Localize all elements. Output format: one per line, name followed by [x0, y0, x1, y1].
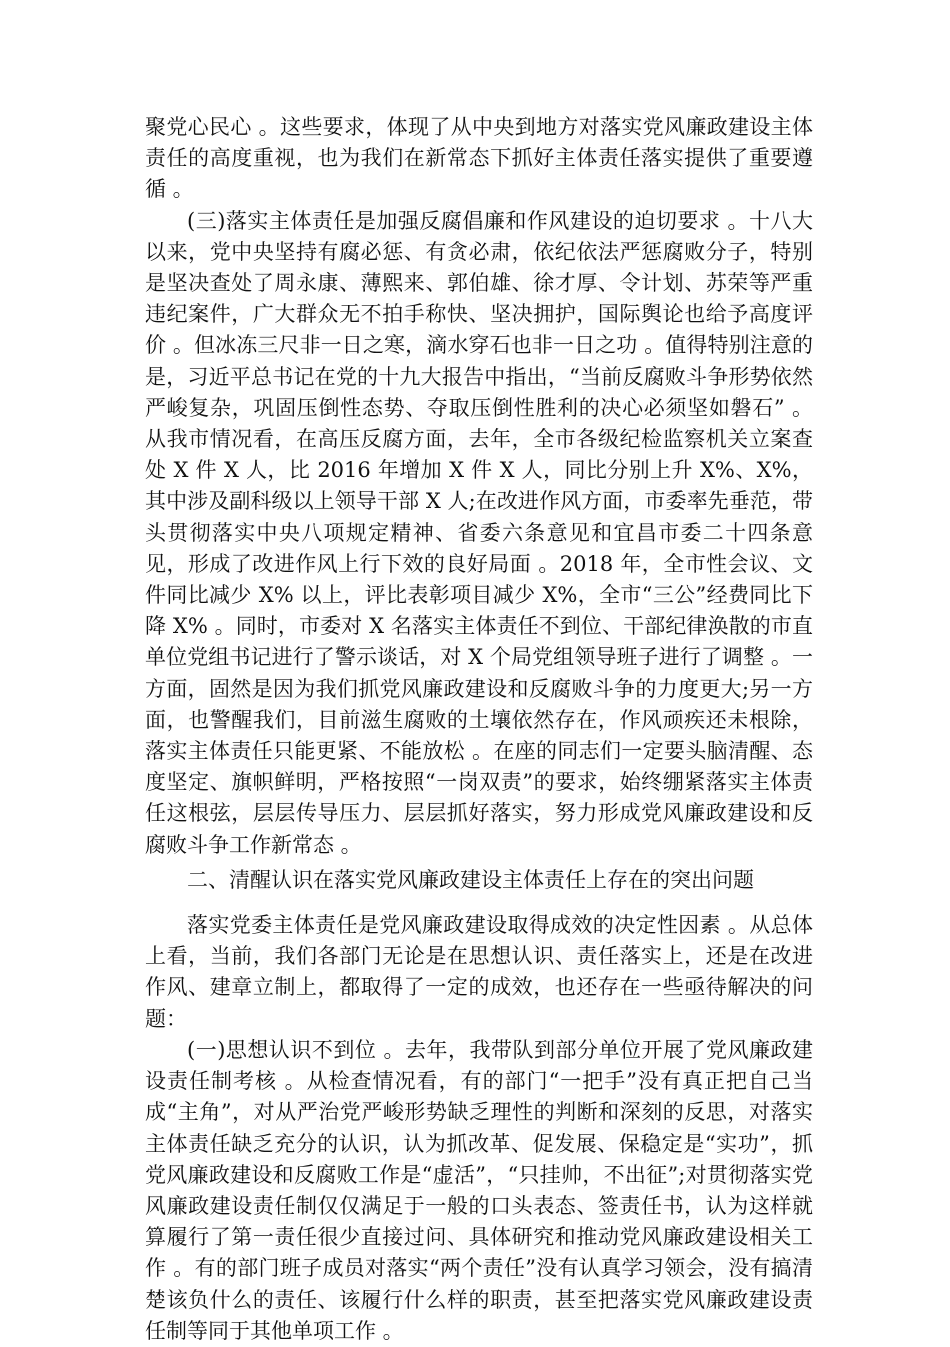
paragraph-continuation: 聚党心民心 。这些要求，体现了从中央到地方对落实党风廉政建设主体责任的高度重视，也为我们在新常态下抓好主体责任落实提供了重要遵循 。: [145, 115, 813, 202]
paragraph-overview: 落实党委主体责任是党风廉政建设取得成效的决定性因素 。从总体上看，当前，我们各部门无论是在思想认识、责任落实上，还是在改进作风、建章立制上，都取得了一定的成效，也还存在一些亟待解决的问题：: [145, 913, 813, 1031]
paragraph-subsection-one: (一)思想认识不到位 。去年，我带队到部分单位开展了党风廉政建设责任制考核 。从检查情况看，有的部门“一把手”没有真正把自己当成“主角”，对从严治党严峻形势缺乏理性的判断和深刻的反思，对落实主体责任缺乏充分的认识，认为抓改革、促发展、保稳定是“实功”，抓党风廉政建设和反腐败工作是“虚活”，“只挂帅，不出征”;对贯彻落实党风廉政建设责任制仅仅满足于一般的口头表态、签责任书，认为这样就算履行了第一责任很少直接过问、具体研究和推动党风廉政建设相关工作 。有的部门班子成员对落实“两个责任”没有认真学习领会，没有搞清楚该负什么的责任、该履行什么样的职责，甚至把落实党风廉政建设责任制等同于其他单项工作 。: [145, 1037, 813, 1343]
document-body: [145, 112, 813, 1347]
section-heading-two: 二、清醒认识在落实党风廉政建设主体责任上存在的突出问题: [187, 867, 754, 892]
paragraph-section-three: (三)落实主体责任是加强反腐倡廉和作风建设的迫切要求 。十八大以来，党中央坚持有腐必惩、有贪必肃，依纪依法严惩腐败分子，特别是坚决查处了周永康、薄熙来、郭伯雄、徐才厚、令计划、苏荣等严重违纪案件，广大群众无不拍手称快、坚决拥护，国际舆论也给予高度评价 。但冰冻三尺非一日之寒，滴水穿石也非一日之功 。值得特别注意的是，习近平总书记在党的十九大报告中指出，“当前反腐败斗争形势依然严峻复杂，巩固压倒性态势、夺取压倒性胜利的决心必须坚如磐石” 。从我市情况看，在高压反腐方面，去年，全市各级纪检监察机关立案查处 X 件 X 人，比 2016 年增加 X 件 X 人，同比分别上升 X%、X%，其中涉及副科级以上领导干部 X 人;在改进作风方面，市委率先垂范，带头贯彻落实中央八项规定精神、省委六条意见和宜昌市委二十四条意见，形成了改进作风上行下效的良好局面 。2018 年，全市性会议、文件同比减少 X% 以上，评比表彰项目减少 X%，全市“三公”经费同比下降 X% 。同时，市委对 X 名落实主体责任不到位、干部纪律涣散的市直单位党组书记进行了警示谈话，对 X 个局党组领导班子进行了调整 。一方面，固然是因为我们抓党风廉政建设和反腐败斗争的力度更大;另一方面，也警醒我们，目前滋生腐败的土壤依然存在，作风顽疾还未根除，落实主体责任只能更紧、不能放松 。在座的同志们一定要头脑清醒、态度坚定、旗帜鲜明，严格按照“一岗双责”的要求，始终绷紧落实主体责任这根弦，层层传导压力、层层抓好落实，努力形成党风廉政建设和反腐败斗争工作新常态 。: [145, 208, 813, 857]
